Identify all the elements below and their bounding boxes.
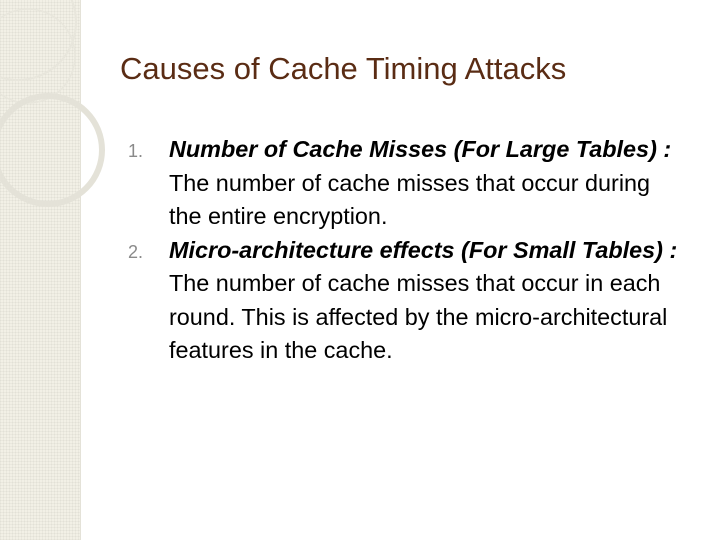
item-term: Number of Cache Misses (For Large Tables) : [169, 136, 672, 162]
list-item [0, 133, 689, 234]
item-description: The number of cache misses that occur in each round. This is affected by the micro-architectural features in the cache. [169, 270, 668, 363]
item-number: 2. [128, 241, 144, 262]
item-term: Micro-architecture effects (For Small Tables) : [169, 236, 678, 263]
list-item [0, 234, 689, 368]
item-number: 1. [128, 141, 144, 161]
item-description: The number of cache misses that occur during the entire encryption. [169, 169, 651, 229]
cause-list [0, 133, 720, 368]
slide-title: Causes of Cache Timing Attacks [120, 51, 567, 86]
